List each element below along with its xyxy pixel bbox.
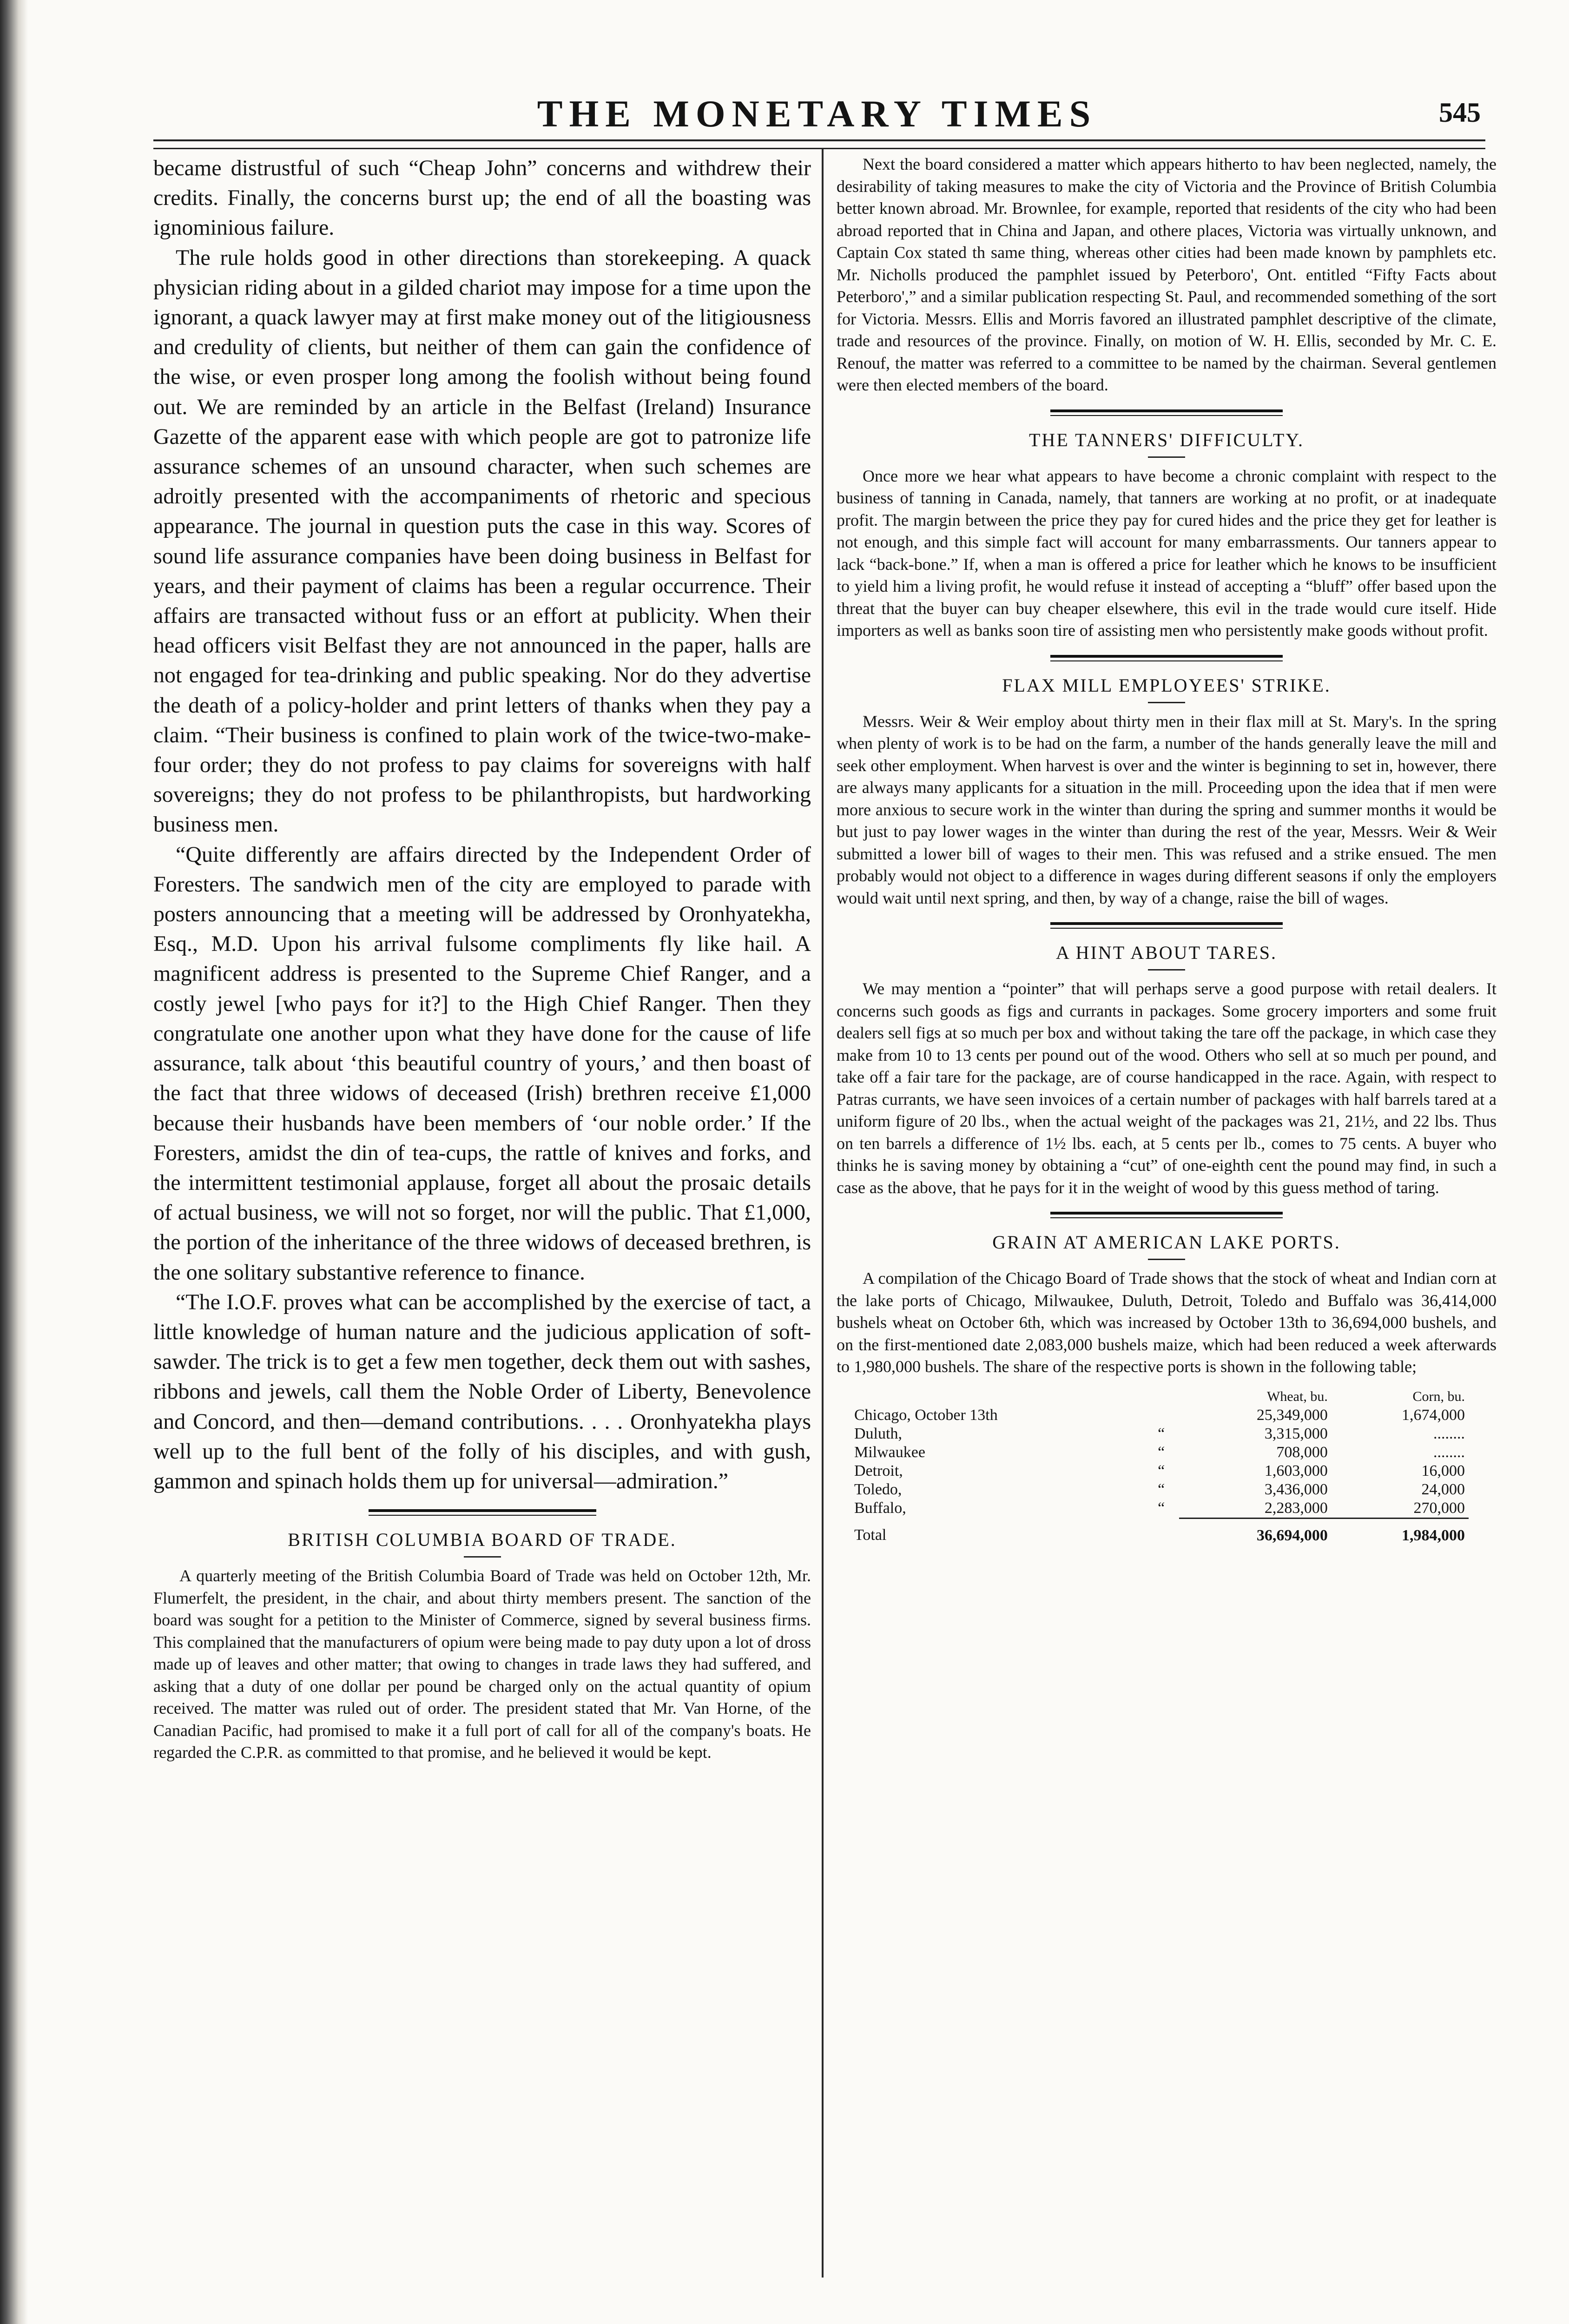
masthead (153, 88, 1481, 135)
publication-title: THE MONETARY TIMES (537, 92, 1097, 135)
article-paragraph: Messrs. Weir & Weir employ about thirty men in their flax mill at St. Mary's. In the spring when plenty of work is to be had on the farm, a number of the hands generally leave the mill and seek other employment. When harvest is over and the winter is beginning to set in, however, there are always many applicants for a situation in the mill. Proceeding upon the idea that if men were more anxious to secure work in the winter than during the spring and summer months it would be but just to pay lower wages in the winter than during the rest of the year, Messrs. Weir & Weir submitted a lower bill of wages to their men. This was refused and a strike ensued. The men probably would not object to a difference in wages during different seasons if only the employers would wait until next spring, and then, by way of a change, raise the bill of wages. (837, 712, 1496, 907)
scan-edge-shadow (0, 0, 28, 2324)
ditto-cell: “ (1158, 1443, 1165, 1461)
right-column (837, 153, 1496, 1545)
table-header (850, 1387, 1144, 1406)
article-paragraph: The rule holds good in other directions than storekeeping. A quack physician riding about in a gilded chariot may impose for a time upon the ignorant, a quack lawyer may at first make money out of the litigiousness and credulity of clients, but neither of them can gain the confidence of the wise, or even prosper long among the foolish without being found out. We are reminded by an article in the Belfast (Ireland) Insurance Gazette of the apparent ease with which people are got to patronize life assurance schemes of an unsound character, when such schemes are adroitly presented with the accompaniments of rhetoric and specious appearance. The journal in question puts the case in this way. Scores of sound life assurance companies have been doing business in Belfast for years, and their payment of claims has been a regular occurrence. Their affairs are transacted without fuss or an effort at publicity. When their head officers visit Belfast they are not announced in the paper, halls are not engaged for tea-drinking and public speaking. Nor do they advertise the death of a policy-holder and print letters of thanks when they pay a claim. “Their business is confined to plain work of the twice-two-make-four order; they do not profess to pay claims for sovereigns with half sovereigns; they do not profess to be philanthropists, but hardworking business men. (153, 245, 811, 837)
port-cell: Buffalo, (854, 1499, 906, 1517)
section-title-flax: FLAX MILL EMPLOYEES' STRIKE. (1002, 674, 1331, 696)
port-cell: Duluth, (854, 1425, 902, 1442)
corn-cell: 16,000 (1421, 1462, 1465, 1479)
total-label: Total (854, 1526, 887, 1544)
table-header: Wheat, bu. (1267, 1388, 1328, 1404)
wheat-cell: 3,436,000 (1264, 1480, 1328, 1498)
masthead-rule (153, 139, 1485, 149)
section-rule (1050, 922, 1283, 929)
table-header: Corn, bu. (1412, 1388, 1465, 1404)
ditto-cell: “ (1158, 1499, 1165, 1517)
title-underline (464, 1556, 501, 1558)
section-title-grain: GRAIN AT AMERICAN LAKE PORTS. (992, 1232, 1341, 1253)
section-rule (1050, 409, 1283, 416)
section-title-bc-board: BRITISH COLUMBIA BOARD OF TRADE. (288, 1529, 677, 1551)
corn-cell: 24,000 (1421, 1480, 1465, 1498)
port-cell: Milwaukee (854, 1443, 925, 1461)
corn-cell: ........ (1433, 1443, 1465, 1461)
total-wheat: 36,694,000 (1179, 1518, 1332, 1545)
table-row (850, 1443, 1469, 1462)
article-paragraph: Once more we hear what appears to have become a chronic complaint with respect to the business of tanning in Canada, namely, that tanners are working at no profit, or at inadequate profit. The margin between the price they pay for cured hides and the price they get for leather is not enough, and this simple fact will account for many embarrassments. Our tanners appear to lack “back-bone.” If, when a man is offered a price for leather which he knows to be insufficient to yield him a living profit, he would refuse it instead of accepting a “bluff” offer based upon the threat that the buyer can buy cheaper elsewhere, this evil in the trade would cure itself. Hide importers as well as banks soon tire of assisting men who persistently make goods without profit. (837, 466, 1496, 640)
table-total-row (850, 1518, 1469, 1545)
title-underline (1148, 1259, 1185, 1260)
section-title-tares: A HINT ABOUT TARES. (1055, 942, 1278, 963)
table-header-row (850, 1387, 1469, 1406)
port-cell: Chicago, October 13th (854, 1406, 998, 1424)
section-title-tanners: THE TANNERS' DIFFICULTY. (1029, 429, 1304, 450)
wheat-cell: 708,000 (1276, 1443, 1328, 1461)
wheat-cell: 2,283,000 (1264, 1499, 1328, 1517)
table-row (850, 1406, 1469, 1425)
left-column (153, 153, 811, 1764)
article-paragraph: We may mention a “pointer” that will perhaps serve a good purpose with retail dealers. It concerns such goods as figs and currants in packages. Some grocery importers and some fruit dealers sell figs at so much per box and without taking the tare off the package, in which case they make from 10 to 13 cents per pound out of the wood. Others who sell at so much per pound, and take off a fair tare for the package, are of course handicapped in the race. Again, with respect to Patras currants, we have seen invoices of a certain number of packages with half barrels tared at a uniform figure of 20 lbs., when the actual weight of the packages was 21, 21½, and 22 lbs. Thus on ten barrels a difference of 1½ lbs. each, at 5 cents per lb., comes to 75 cents. A buyer who thinks he is saving money by obtaining a “cut” of one-eighth cent the pound may find, in such a case as the above, that he pays for it in the weight of wood by this guess method of taring. (837, 979, 1496, 1197)
bc-board-article (153, 1565, 811, 1764)
total-corn: 1,984,000 (1332, 1518, 1469, 1545)
ditto-cell: “ (1158, 1425, 1165, 1442)
ditto-cell (1144, 1406, 1179, 1425)
title-underline (1148, 702, 1185, 703)
article-paragraph: became distrustful of such “Cheap John” concerns and withdrew their credits. Finally, the concerns burst up; the end of all the boasting was ignominious failure. (153, 156, 811, 240)
port-cell: Detroit, (854, 1462, 903, 1479)
wheat-cell: 3,315,000 (1264, 1425, 1328, 1442)
section-rule (1050, 1212, 1283, 1218)
table-row (850, 1462, 1469, 1480)
wheat-cell: 25,349,000 (1256, 1406, 1328, 1424)
table-cell (1144, 1518, 1179, 1545)
article-paragraph: A compilation of the Chicago Board of Trade shows that the stock of wheat and Indian corn at the lake ports of Chicago, Milwaukee, Duluth, Detroit, Toledo and Buffalo was 36,414,000 bushels wheat on October 6th, which was increased by October 13th to 36,694,000 bushels, and on the first-mentioned date 2,083,000 bushels maize, which had been reduced a week afterwards to 1,980,000 bushels. The share of the respective ports is shown in the following table; (837, 1269, 1496, 1376)
section-rule (1050, 655, 1283, 661)
page-number: 545 (1439, 97, 1481, 128)
table-row (850, 1480, 1469, 1499)
corn-cell: ........ (1433, 1425, 1465, 1442)
article-paragraph: Next the board considered a matter which appears hitherto to hav been neglected, namely, the desirability of taking measures to make the city of Victoria and the Province of British Columbia better known abroad. Mr. Brownlee, for example, reported that residents of the city who had been abroad reported that in China and Japan, and othere places, Victoria was virtually unknown, and Captain Cox stated th same thing, whereas other cities had been made known by pamphlets etc. Mr. Nicholls produced the pamphlet issued by Peterboro', Ont. entitled “Fifty Facts about Peterboro',” and a similar publication respecting St. Paul, and recommended something of the sort for Victoria. Messrs. Ellis and Morris favored an illustrated pamphlet descriptive of the climate, trade and resources of the province. Finally, on motion of W. H. Ellis, seconded by Mr. C. E. Renouf, the matter was referred to a committee to be named by the chairman. Several gentlemen were then elected members of the board. (837, 155, 1496, 394)
section-rule (369, 1509, 596, 1516)
title-underline (1148, 969, 1185, 971)
corn-cell: 270,000 (1413, 1499, 1465, 1517)
ditto-cell: “ (1158, 1462, 1165, 1479)
title-underline (1148, 456, 1185, 458)
wheat-cell: 1,603,000 (1264, 1462, 1328, 1479)
grain-table (850, 1387, 1469, 1545)
article-paragraph: “Quite differently are affairs directed by the Independent Order of Foresters. The sandwich men of the city are employed to parade with posters announcing that a meeting will be addressed by Oronhyatekha, Esq., M.D. Upon his arrival fulsome compliments fly like hail. A magnificent address is presented to the Supreme Chief Ranger, and a costly jewel [who pays for it?] to the High Chief Ranger. Then they congratulate one another upon what they have done for the cause of life assurance, talk about ‘this beautiful country of yours,’ and then boast of the fact that three widows of deceased (Irish) brethren receive £1,000 because their husbands have been members of ‘our noble order.’ If the Foresters, amidst the din of tea-cups, the rattle of knives and forks, and the intermittent testimonial applause, forget all about the prosaic details of actual business, we will not so forget, nor will the public. That £1,000, the portion of the inheritance of the three widows of deceased brethren, is the one solitary substantive reference to finance. (153, 842, 811, 1285)
column-divider (822, 149, 824, 2278)
table-row (850, 1499, 1469, 1519)
article-paragraph: “The I.O.F. proves what can be accomplished by the exercise of tact, a little knowledge of human nature and the judicious application of soft-sawder. The trick is to get a few men together, deck them out with sashes, ribbons and jewels, call them the Noble Order of Liberty, Benevolence and Concord, and then—demand contributions. . . . Oronhyatekha plays well up to the full bent of the folly of his disciples, and with gush, gammon and spinach holds them up for universal—admiration.” (153, 1289, 811, 1493)
article-paragraph: A quarterly meeting of the British Columbia Board of Trade was held on October 12th, Mr. Flumerfelt, the president, in the chair, and about thirty members present. The sanction of the board was sought for a petition to the Minister of Commerce, signed by several business firms. This complained that the manufacturers of opium were being made to pay duty upon a lot of dross made up of leaves and other matter; that owing to changes in trade laws they had suffered, and asking that a duty of one dollar per pound be charged only on the actual quantity of opium received. The matter was ruled out of order. The president stated that Mr. Van Horne, of the Canadian Pacific, had promised to make it a full port of call for all of the company's boats. He regarded the C.P.R. as committed to that promise, and he believed it would be kept. (153, 1566, 811, 1762)
corn-cell: 1,674,000 (1402, 1406, 1465, 1424)
table-row (850, 1425, 1469, 1443)
ditto-cell: “ (1158, 1480, 1165, 1498)
table-header (1144, 1387, 1179, 1406)
port-cell: Toledo, (854, 1480, 902, 1498)
